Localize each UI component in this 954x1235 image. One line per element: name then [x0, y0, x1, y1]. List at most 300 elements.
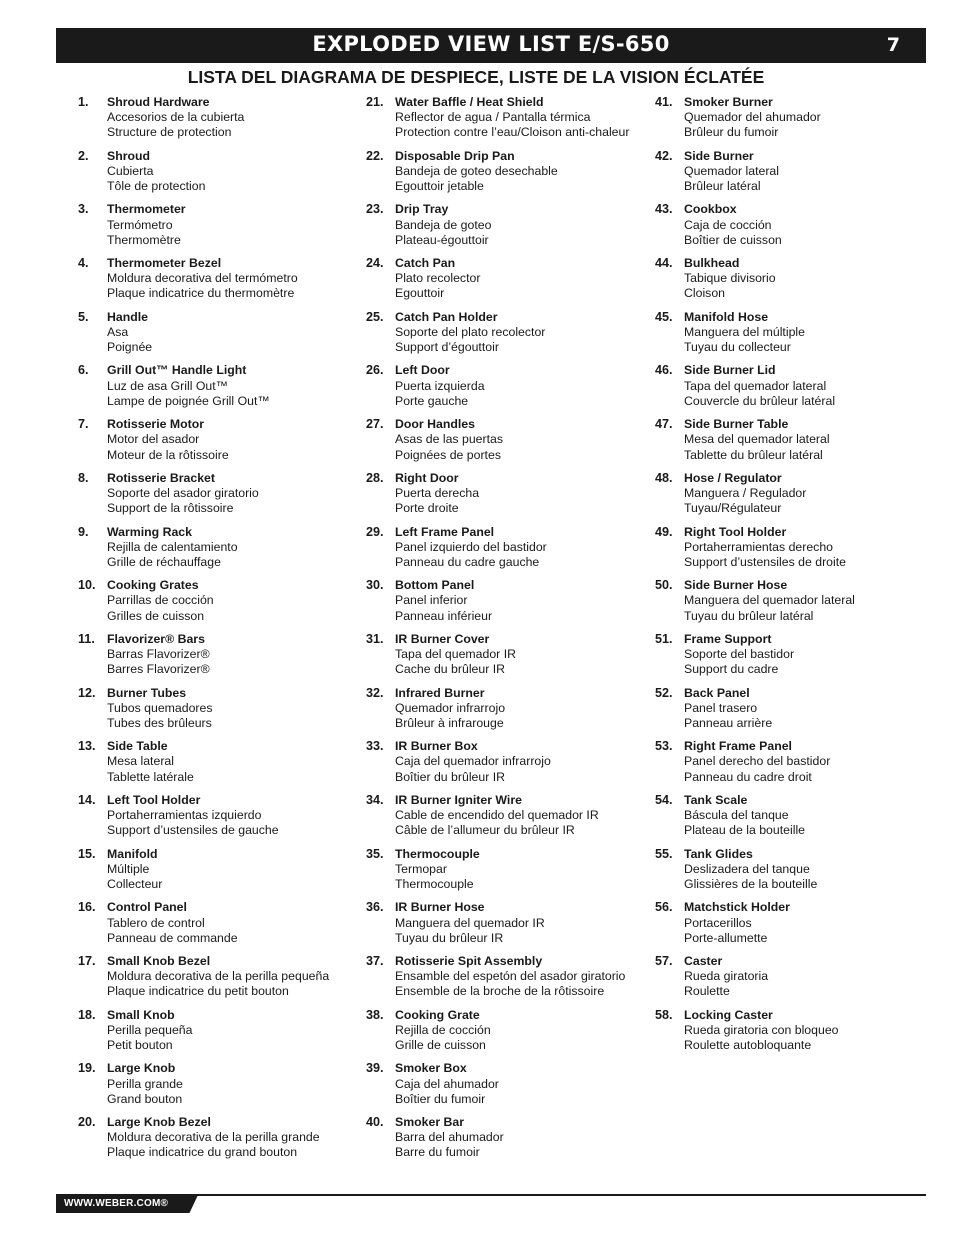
list-item	[78, 632, 358, 686]
item-number: 41.	[655, 95, 673, 109]
item-name-en: Infrared Burner	[395, 685, 485, 700]
list-item	[366, 256, 646, 310]
item-number: 50.	[655, 578, 673, 593]
item-name-es: Ensamble del espetón del asador giratorio	[395, 969, 626, 984]
item-name-fr: Roulette	[684, 984, 730, 999]
item-number: 37.	[366, 954, 384, 968]
item-number: 54.	[655, 792, 673, 807]
item-name-es: Manguera del quemador IR	[395, 915, 545, 930]
item-number: 15.	[78, 846, 96, 861]
item-name-en: Side Table	[107, 739, 168, 754]
item-name-en: Large Knob Bezel	[107, 1115, 211, 1130]
item-number: 38.	[366, 1007, 384, 1022]
item-name-en: Disposable Drip Pan	[395, 148, 515, 163]
item-name-en: Hose / Regulator	[684, 470, 782, 485]
list-item	[366, 1115, 646, 1169]
item-name-fr: Tablette latérale	[107, 769, 194, 784]
item-name-en: Right Frame Panel	[684, 739, 792, 754]
item-name-en: Catch Pan	[395, 256, 456, 271]
item-text	[395, 95, 629, 141]
list-item	[655, 95, 935, 149]
list-item	[655, 1008, 935, 1062]
item-number: 48.	[655, 470, 673, 485]
list-item	[78, 1115, 358, 1169]
item-number: 27.	[366, 417, 384, 432]
item-text	[395, 202, 491, 248]
item-name-es: Báscula del tanque	[684, 808, 789, 823]
item-text	[107, 202, 186, 248]
item-name-es: Manguera / Regulador	[684, 486, 807, 501]
item-name-en: Handle	[107, 309, 148, 324]
list-item	[366, 954, 646, 1008]
list-item	[655, 632, 935, 686]
item-text	[684, 95, 821, 141]
item-number: 53.	[655, 739, 673, 754]
item-name-fr: Tablette du brûleur latéral	[684, 447, 823, 462]
list-item	[78, 256, 358, 310]
list-item	[366, 686, 646, 740]
item-number: 7.	[78, 417, 89, 432]
list-item	[366, 202, 646, 256]
list-item	[78, 900, 358, 954]
item-text	[395, 686, 505, 732]
item-name-fr: Porte gauche	[395, 393, 469, 408]
item-name-fr: Grilles de cuisson	[107, 608, 205, 623]
item-number: 21.	[366, 95, 384, 109]
item-number: 12.	[78, 685, 96, 700]
item-number: 18.	[78, 1007, 96, 1022]
item-name-es: Rejilla de cocción	[395, 1022, 491, 1037]
item-name-en: Frame Support	[684, 631, 772, 646]
item-name-fr: Roulette autobloquante	[684, 1038, 812, 1053]
item-name-fr: Câble de l’allumeur du brûleur IR	[395, 823, 575, 838]
item-number: 17.	[78, 954, 96, 968]
item-text	[107, 310, 152, 356]
item-name-es: Cubierta	[107, 163, 154, 178]
item-name-fr: Support de la rôtissoire	[107, 501, 234, 516]
item-number: 35.	[366, 846, 384, 861]
item-name-en: Caster	[684, 954, 723, 968]
item-name-en: Door Handles	[395, 417, 475, 432]
item-text	[107, 900, 238, 946]
item-number: 39.	[366, 1061, 384, 1076]
item-name-es: Panel trasero	[684, 700, 758, 715]
item-name-fr: Panneau de commande	[107, 930, 238, 945]
item-name-es: Moldura decorativa de la perilla pequeña	[107, 969, 330, 984]
item-name-fr: Support du cadre	[684, 662, 779, 677]
item-number: 9.	[78, 524, 89, 539]
item-text	[395, 363, 485, 409]
item-name-fr: Tuyau/Régulateur	[684, 501, 782, 516]
list-item	[655, 578, 935, 632]
item-name-fr: Tôle de protection	[107, 179, 206, 194]
item-name-en: Shroud	[107, 148, 151, 163]
item-number: 11.	[78, 631, 95, 646]
item-text	[107, 686, 213, 732]
list-item	[655, 900, 935, 954]
item-number: 36.	[366, 900, 384, 915]
item-text	[395, 632, 516, 678]
item-name-es: Parrillas de cocción	[107, 593, 214, 608]
item-name-en: Manifold	[107, 846, 158, 861]
item-name-es: Motor del asador	[107, 432, 200, 447]
item-number: 57.	[655, 954, 673, 968]
item-number: 4.	[78, 256, 89, 271]
item-name-fr: Brûleur du fumoir	[684, 125, 779, 140]
parts-column-2	[366, 95, 646, 1169]
item-text	[684, 900, 790, 946]
item-name-es: Caja del ahumador	[395, 1076, 499, 1091]
item-name-es: Panel inferior	[395, 593, 468, 608]
item-text	[395, 525, 547, 571]
item-name-en: Burner Tubes	[107, 685, 187, 700]
item-text	[395, 1061, 499, 1107]
item-text	[684, 1008, 839, 1054]
item-text	[107, 793, 279, 839]
item-name-es: Perilla grande	[107, 1076, 183, 1091]
list-item	[655, 417, 935, 471]
item-number: 2.	[78, 148, 89, 163]
item-text	[684, 363, 835, 409]
item-name-es: Múltiple	[107, 861, 150, 876]
item-name-fr: Plateau de la bouteille	[684, 823, 806, 838]
item-text	[107, 847, 162, 893]
item-name-en: Locking Caster	[684, 1007, 773, 1022]
list-item	[78, 954, 358, 1008]
item-text	[395, 793, 599, 839]
list-item	[655, 954, 935, 1008]
list-item	[78, 95, 358, 149]
item-number: 10.	[78, 578, 96, 593]
item-number: 49.	[655, 524, 673, 539]
item-name-es: Portaherramientas izquierdo	[107, 808, 262, 823]
item-name-fr: Plaque indicatrice du petit bouton	[107, 984, 289, 999]
item-name-en: Thermocouple	[395, 846, 480, 861]
item-name-en: Side Burner Table	[684, 417, 789, 432]
item-name-en: IR Burner Cover	[395, 631, 490, 646]
item-name-fr: Structure de protection	[107, 125, 232, 140]
item-name-en: IR Burner Box	[395, 739, 478, 754]
item-name-fr: Plaque indicatrice du grand bouton	[107, 1145, 298, 1160]
item-name-es: Mesa del quemador lateral	[684, 432, 830, 447]
list-item	[655, 149, 935, 203]
item-number: 23.	[366, 202, 384, 217]
item-name-en: Cooking Grates	[107, 578, 199, 593]
item-name-en: Control Panel	[107, 900, 187, 915]
item-text	[395, 1115, 504, 1161]
item-number: 34.	[366, 792, 384, 807]
item-text	[684, 739, 830, 785]
item-name-fr: Brûleur latéral	[684, 179, 761, 194]
parts-column-1	[78, 95, 358, 1169]
item-number: 14.	[78, 792, 96, 807]
item-text	[684, 149, 779, 195]
item-name-es: Moldura decorativa de la perilla grande	[107, 1130, 320, 1145]
item-name-fr: Grand bouton	[107, 1091, 183, 1106]
item-number: 26.	[366, 363, 384, 378]
list-item	[78, 525, 358, 579]
list-item	[366, 525, 646, 579]
item-text	[684, 847, 817, 893]
item-number: 52.	[655, 685, 673, 700]
item-number: 45.	[655, 309, 673, 324]
list-item	[78, 686, 358, 740]
item-name-fr: Boîtier du fumoir	[395, 1091, 486, 1106]
item-name-fr: Tuyau du brûleur latéral	[684, 608, 814, 623]
item-name-fr: Thermomètre	[107, 232, 181, 247]
item-text	[684, 471, 806, 517]
item-text	[684, 417, 830, 463]
list-item	[78, 578, 358, 632]
item-name-fr: Glissières de la bouteille	[684, 877, 818, 892]
list-item	[655, 525, 935, 579]
list-item	[366, 363, 646, 417]
item-name-es: Asa	[107, 324, 129, 339]
item-name-es: Panel izquierdo del bastidor	[395, 539, 547, 554]
item-name-fr: Tuyau du collecteur	[684, 340, 791, 355]
item-name-es: Portaherramientas derecho	[684, 539, 834, 554]
list-item	[366, 95, 646, 149]
item-text	[107, 1061, 183, 1107]
item-name-es: Plato recolector	[395, 271, 481, 286]
item-name-fr: Barres Flavorizer®	[107, 662, 210, 677]
item-number: 30.	[366, 578, 384, 593]
item-number: 1.	[78, 95, 89, 109]
item-number: 13.	[78, 739, 96, 754]
item-name-es: Caja de cocción	[684, 217, 772, 232]
item-name-es: Manguera del múltiple	[684, 324, 805, 339]
item-name-es: Tablero de control	[107, 915, 205, 930]
item-name-fr: Cloison	[684, 286, 726, 301]
item-name-en: Catch Pan Holder	[395, 309, 498, 324]
parts-column-3	[655, 95, 935, 1061]
item-name-fr: Porte-allumette	[684, 930, 768, 945]
list-item	[366, 847, 646, 901]
item-number: 58.	[655, 1007, 673, 1022]
item-name-en: Left Tool Holder	[107, 792, 201, 807]
item-text	[684, 686, 772, 732]
item-name-fr: Support d’égouttoir	[395, 340, 499, 355]
item-name-es: Quemador infrarrojo	[395, 700, 506, 715]
item-text	[395, 310, 545, 356]
item-name-en: IR Burner Hose	[395, 900, 485, 915]
item-number: 33.	[366, 739, 384, 754]
item-name-en: Side Burner Lid	[684, 363, 776, 378]
list-item	[78, 1061, 358, 1115]
item-name-en: Thermometer	[107, 202, 186, 217]
item-number: 28.	[366, 470, 384, 485]
item-name-en: Smoker Bar	[395, 1115, 465, 1130]
item-text	[684, 632, 794, 678]
item-text	[395, 417, 503, 463]
item-name-fr: Grille de cuisson	[395, 1038, 486, 1053]
item-number: 16.	[78, 900, 96, 915]
header-bar	[56, 28, 926, 63]
item-name-es: Reflector de agua / Pantalla térmica	[395, 110, 591, 125]
item-text	[684, 793, 805, 839]
list-item	[366, 149, 646, 203]
item-number: 42.	[655, 148, 673, 163]
item-name-en: Bottom Panel	[395, 578, 475, 593]
item-number: 5.	[78, 309, 89, 324]
item-name-en: Right Door	[395, 470, 459, 485]
list-item	[78, 471, 358, 525]
item-name-es: Barras Flavorizer®	[107, 647, 210, 662]
item-name-fr: Petit bouton	[107, 1038, 173, 1053]
item-number: 31.	[366, 631, 384, 646]
item-number: 24.	[366, 256, 384, 271]
list-item	[366, 900, 646, 954]
item-name-fr: Protection contre l’eau/Cloison anti-chaleur	[395, 125, 630, 140]
item-text	[395, 149, 558, 195]
item-name-en: Left Frame Panel	[395, 524, 495, 539]
item-number: 32.	[366, 685, 384, 700]
item-name-en: Drip Tray	[395, 202, 449, 217]
list-item	[366, 793, 646, 847]
item-name-fr: Poignée	[107, 340, 153, 355]
list-item	[78, 202, 358, 256]
list-item	[366, 578, 646, 632]
list-item	[366, 632, 646, 686]
item-text	[107, 739, 194, 785]
list-item	[366, 471, 646, 525]
item-name-fr: Boîtier du brûleur IR	[395, 769, 506, 784]
item-name-fr: Panneau du cadre droit	[684, 769, 812, 784]
item-name-fr: Poignées de portes	[395, 447, 501, 462]
item-name-es: Tapa del quemador IR	[395, 647, 516, 662]
item-name-fr: Tubes des brûleurs	[107, 715, 212, 730]
item-text	[107, 525, 238, 571]
item-text	[395, 900, 545, 946]
list-item	[655, 256, 935, 310]
item-number: 20.	[78, 1115, 96, 1130]
item-name-es: Termopar	[395, 861, 447, 876]
item-name-fr: Panneau du cadre gauche	[395, 554, 540, 569]
item-name-es: Luz de asa Grill Out™	[107, 378, 228, 393]
item-number: 51.	[655, 631, 673, 646]
list-item	[366, 1061, 646, 1115]
item-name-fr: Lampe de poignée Grill Out™	[107, 393, 270, 408]
item-number: 29.	[366, 524, 384, 539]
item-name-es: Rueda giratoria	[684, 969, 769, 984]
item-name-en: Thermometer Bezel	[107, 256, 222, 271]
item-name-es: Caja del quemador infrarrojo	[395, 754, 551, 769]
item-name-es: Bandeja de goteo desechable	[395, 163, 558, 178]
item-name-fr: Thermocouple	[395, 877, 474, 892]
item-name-es: Deslizadera del tanque	[684, 861, 810, 876]
item-name-en: Bulkhead	[684, 256, 740, 271]
item-name-en: Back Panel	[684, 685, 750, 700]
item-number: 22.	[366, 148, 384, 163]
footer-website: WWW.WEBER.COM®	[64, 1198, 169, 1209]
list-item	[366, 310, 646, 364]
item-name-en: Warming Rack	[107, 524, 192, 539]
item-name-es: Tubos quemadores	[107, 700, 213, 715]
item-number: 43.	[655, 202, 673, 217]
item-text	[107, 1008, 192, 1054]
page-number: 7	[886, 34, 900, 56]
list-item	[78, 310, 358, 364]
item-name-en: IR Burner Igniter Wire	[395, 792, 522, 807]
item-name-en: Tank Glides	[684, 846, 753, 861]
item-text	[107, 363, 270, 409]
list-item	[78, 363, 358, 417]
item-name-es: Rejilla de calentamiento	[107, 539, 238, 554]
list-item	[655, 363, 935, 417]
item-name-fr: Barre du fumoir	[395, 1145, 480, 1160]
item-name-en: Shroud Hardware	[107, 95, 210, 109]
item-number: 47.	[655, 417, 673, 432]
item-name-es: Panel derecho del bastidor	[684, 754, 831, 769]
item-name-fr: Tuyau du brûleur IR	[395, 930, 504, 945]
list-item	[655, 847, 935, 901]
list-item	[78, 793, 358, 847]
item-name-fr: Porte droite	[395, 501, 459, 516]
item-name-es: Accesorios de la cubierta	[107, 110, 245, 125]
item-name-es: Portacerillos	[684, 915, 752, 930]
item-name-fr: Plateau-égouttoir	[395, 232, 489, 247]
item-name-en: Rotisserie Motor	[107, 417, 205, 432]
item-text	[684, 954, 768, 1000]
item-name-es: Moldura decorativa del termómetro	[107, 271, 298, 286]
item-number: 46.	[655, 363, 673, 378]
list-item	[366, 739, 646, 793]
list-item	[655, 686, 935, 740]
list-item	[78, 149, 358, 203]
list-item	[655, 310, 935, 364]
item-name-en: Matchstick Holder	[684, 900, 790, 915]
item-number: 40.	[366, 1115, 384, 1130]
item-text	[395, 847, 480, 893]
item-name-fr: Boîtier de cuisson	[684, 232, 782, 247]
item-name-es: Soporte del plato recolector	[395, 324, 546, 339]
item-name-fr: Moteur de la rôtissoire	[107, 447, 229, 462]
item-text	[395, 578, 492, 624]
list-item	[366, 417, 646, 471]
item-name-fr: Grille de réchauffage	[107, 554, 221, 569]
item-name-fr: Cache du brûleur IR	[395, 662, 506, 677]
item-name-es: Mesa lateral	[107, 754, 174, 769]
item-name-es: Manguera del quemador lateral	[684, 593, 855, 608]
item-number: 6.	[78, 363, 89, 378]
item-number: 19.	[78, 1061, 96, 1076]
item-text	[684, 310, 805, 356]
item-number: 44.	[655, 256, 673, 271]
item-text	[684, 256, 776, 302]
list-item	[366, 1008, 646, 1062]
item-text	[684, 202, 782, 248]
item-text	[107, 256, 298, 302]
item-text	[684, 525, 846, 571]
item-name-en: Small Knob	[107, 1007, 175, 1022]
item-name-es: Tabique divisorio	[684, 271, 776, 286]
item-name-en: Rotisserie Bracket	[107, 470, 215, 485]
item-name-es: Puerta derecha	[395, 486, 480, 501]
list-item	[655, 739, 935, 793]
page-title: EXPLODED VIEW LIST E/S-650	[312, 32, 670, 56]
item-name-en: Small Knob Bezel	[107, 954, 211, 968]
item-name-fr: Collecteur	[107, 877, 163, 892]
item-text	[107, 149, 205, 195]
item-name-es: Termómetro	[107, 217, 173, 232]
item-name-en: Left Door	[395, 363, 450, 378]
item-name-en: Smoker Burner	[684, 95, 773, 109]
item-name-fr: Egouttoir jetable	[395, 179, 484, 194]
item-name-es: Asas de las puertas	[395, 432, 504, 447]
list-item	[78, 739, 358, 793]
list-item	[655, 202, 935, 256]
item-number: 55.	[655, 846, 673, 861]
